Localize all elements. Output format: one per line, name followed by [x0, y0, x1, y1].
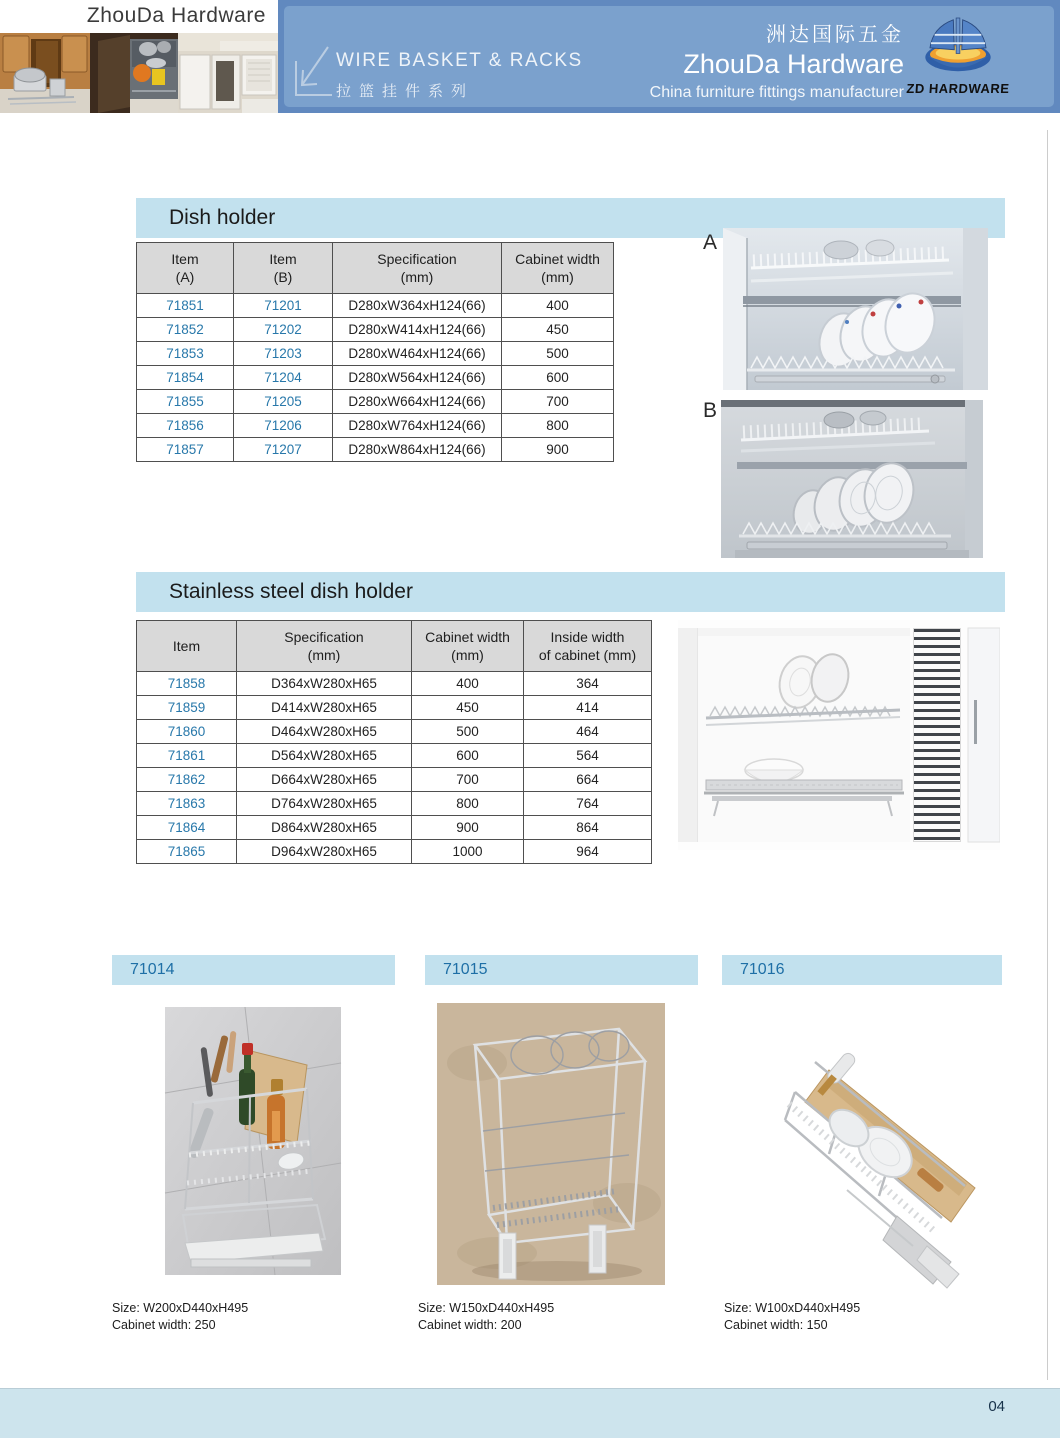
spec-cell: 1000 [412, 840, 524, 864]
item-number-cell: 71204 [234, 366, 333, 390]
spec-cell: 464 [524, 720, 652, 744]
item-number-cell: 71851 [137, 294, 234, 318]
spec-cell: D280xW564xH124(66) [333, 366, 502, 390]
table-row [137, 672, 652, 696]
spec-cell: 900 [502, 438, 614, 462]
cabinet-width-line: Cabinet width: 250 [112, 1318, 216, 1332]
stainless-dish-holder-photo [678, 620, 1000, 850]
col-header-specification: Specification (mm) [237, 621, 412, 672]
col-header-cabinet-width: Cabinet width (mm) [502, 243, 614, 294]
spec-cell: 800 [412, 792, 524, 816]
spec-cell: 700 [412, 768, 524, 792]
table-row [137, 744, 652, 768]
product-banner-71015 [425, 955, 698, 985]
item-number-cell: 71854 [137, 366, 234, 390]
item-number-cell: 71857 [137, 438, 234, 462]
item-number-cell: 71203 [234, 342, 333, 366]
page-number: 04 [988, 1398, 1005, 1415]
spec-cell: 900 [412, 816, 524, 840]
table-row [137, 792, 652, 816]
spec-cell: 400 [412, 672, 524, 696]
header-banner [278, 0, 1060, 113]
stainless-dish-holder-table [136, 620, 652, 864]
dish-holder-photo-b [721, 400, 983, 558]
section-title: Dish holder [169, 206, 276, 229]
spec-cell: 450 [502, 318, 614, 342]
item-number-cell: 71860 [137, 720, 237, 744]
table-row [137, 768, 652, 792]
banner-subtitle: 拉篮挂件系列 [336, 83, 475, 100]
image-label-b: B [703, 399, 718, 422]
col-header-inside-width: Inside width of cabinet (mm) [524, 621, 652, 672]
spec-cell: D364xW280xH65 [237, 672, 412, 696]
item-number-cell: 71863 [137, 792, 237, 816]
section-title: Stainless steel dish holder [169, 580, 413, 603]
table-row [137, 696, 652, 720]
spec-cell: D280xW364xH124(66) [333, 294, 502, 318]
spec-cell: 364 [524, 672, 652, 696]
table-row [137, 390, 614, 414]
item-number-cell: 71202 [234, 318, 333, 342]
item-number-cell: 71201 [234, 294, 333, 318]
item-number-cell: 71865 [137, 840, 237, 864]
product-banner-71016 [722, 955, 1002, 985]
company-block [650, 18, 904, 102]
spec-cell: D564xW280xH65 [237, 744, 412, 768]
spec-cell: D280xW414xH124(66) [333, 318, 502, 342]
spec-cell: 414 [524, 696, 652, 720]
spec-cell: D764xW280xH65 [237, 792, 412, 816]
table-row [137, 342, 614, 366]
table-row [137, 414, 614, 438]
spec-cell: D280xW464xH124(66) [333, 342, 502, 366]
item-number-cell: 71858 [137, 672, 237, 696]
cabinet-width-line: Cabinet width: 150 [724, 1318, 828, 1332]
product-banner-71014 [112, 955, 395, 985]
table-header-row [137, 621, 652, 672]
spec-cell: D964xW280xH65 [237, 840, 412, 864]
col-header-item: Item [137, 621, 237, 672]
spec-cell: D664xW280xH65 [237, 768, 412, 792]
size-line: Size: W200xD440xH495 [112, 1301, 249, 1315]
product-photo-71014 [155, 1003, 351, 1281]
spec-cell: 564 [524, 744, 652, 768]
dish-holder-table [136, 242, 614, 462]
product-item-number: 71016 [740, 961, 785, 978]
table-row [137, 840, 652, 864]
item-number-cell: 71861 [137, 744, 237, 768]
spec-cell: 800 [502, 414, 614, 438]
spec-cell: 664 [524, 768, 652, 792]
header-banner-panel [284, 6, 1054, 107]
zd-logo-icon [916, 14, 1000, 78]
kitchen-photo-dark [90, 33, 178, 113]
kitchen-photo-white [178, 33, 278, 113]
product-size-71015 [418, 1300, 554, 1334]
item-number-cell: 71862 [137, 768, 237, 792]
table-row [137, 366, 614, 390]
spec-cell: 964 [524, 840, 652, 864]
stripe-vent-panel [913, 628, 961, 842]
spec-cell: 450 [412, 696, 524, 720]
logo-text: ZD HARDWARE [905, 81, 1011, 96]
item-number-cell: 71855 [137, 390, 234, 414]
diagonal-arrow-icon [292, 41, 336, 99]
table-row [137, 438, 614, 462]
spec-cell: 500 [502, 342, 614, 366]
col-header-cabinet-width: Cabinet width (mm) [412, 621, 524, 672]
product-photo-71015 [437, 1003, 665, 1285]
product-photo-71016 [737, 1000, 1015, 1290]
table-header-row [137, 243, 614, 294]
banner-mid [336, 50, 583, 101]
table-row [137, 816, 652, 840]
company-logo [904, 14, 1012, 96]
item-number-cell: 71856 [137, 414, 234, 438]
spec-cell: 700 [502, 390, 614, 414]
product-item-number: 71015 [443, 961, 488, 978]
item-number-cell: 71205 [234, 390, 333, 414]
spec-cell: 600 [412, 744, 524, 768]
company-name-cn: 洲达国际五金 [766, 24, 904, 46]
item-number-cell: 71206 [234, 414, 333, 438]
spec-cell: D464xW280xH65 [237, 720, 412, 744]
table-row [137, 720, 652, 744]
table-row [137, 294, 614, 318]
spec-cell: D414xW280xH65 [237, 696, 412, 720]
company-name-en: ZhouDa Hardware [683, 49, 904, 79]
kitchen-photo-wood [0, 33, 90, 113]
brand-top-title: ZhouDa Hardware [86, 4, 266, 27]
product-item-number: 71014 [130, 961, 175, 978]
spec-cell: D280xW764xH124(66) [333, 414, 502, 438]
page-edge-line [1047, 130, 1048, 1380]
size-line: Size: W150xD440xH495 [418, 1301, 555, 1315]
spec-cell: 500 [412, 720, 524, 744]
col-header-item-b: Item (B) [234, 243, 333, 294]
spec-cell: D280xW664xH124(66) [333, 390, 502, 414]
item-number-cell: 71853 [137, 342, 234, 366]
kitchen-photo-strip [0, 33, 278, 113]
page-footer [0, 1388, 1060, 1438]
product-size-71016 [724, 1300, 860, 1334]
dish-holder-photo-a [723, 228, 988, 390]
item-number-cell: 71852 [137, 318, 234, 342]
image-label-a: A [703, 231, 718, 254]
col-header-specification: Specification (mm) [333, 243, 502, 294]
spec-cell: 400 [502, 294, 614, 318]
section-banner-stainless [136, 572, 1005, 612]
spec-cell: 600 [502, 366, 614, 390]
spec-cell: 764 [524, 792, 652, 816]
table-row [137, 318, 614, 342]
item-number-cell: 71864 [137, 816, 237, 840]
product-size-71014 [112, 1300, 248, 1334]
spec-cell: D864xW280xH65 [237, 816, 412, 840]
item-number-cell: 71207 [234, 438, 333, 462]
spec-cell: D280xW864xH124(66) [333, 438, 502, 462]
col-header-item-a: Item (A) [137, 243, 234, 294]
cabinet-width-line: Cabinet width: 200 [418, 1318, 522, 1332]
item-number-cell: 71859 [137, 696, 237, 720]
banner-title: WIRE BASKET & RACKS [336, 50, 583, 71]
size-line: Size: W100xD440xH495 [724, 1301, 861, 1315]
company-tagline: China furniture fittings manufacturer [649, 84, 904, 101]
spec-cell: 864 [524, 816, 652, 840]
